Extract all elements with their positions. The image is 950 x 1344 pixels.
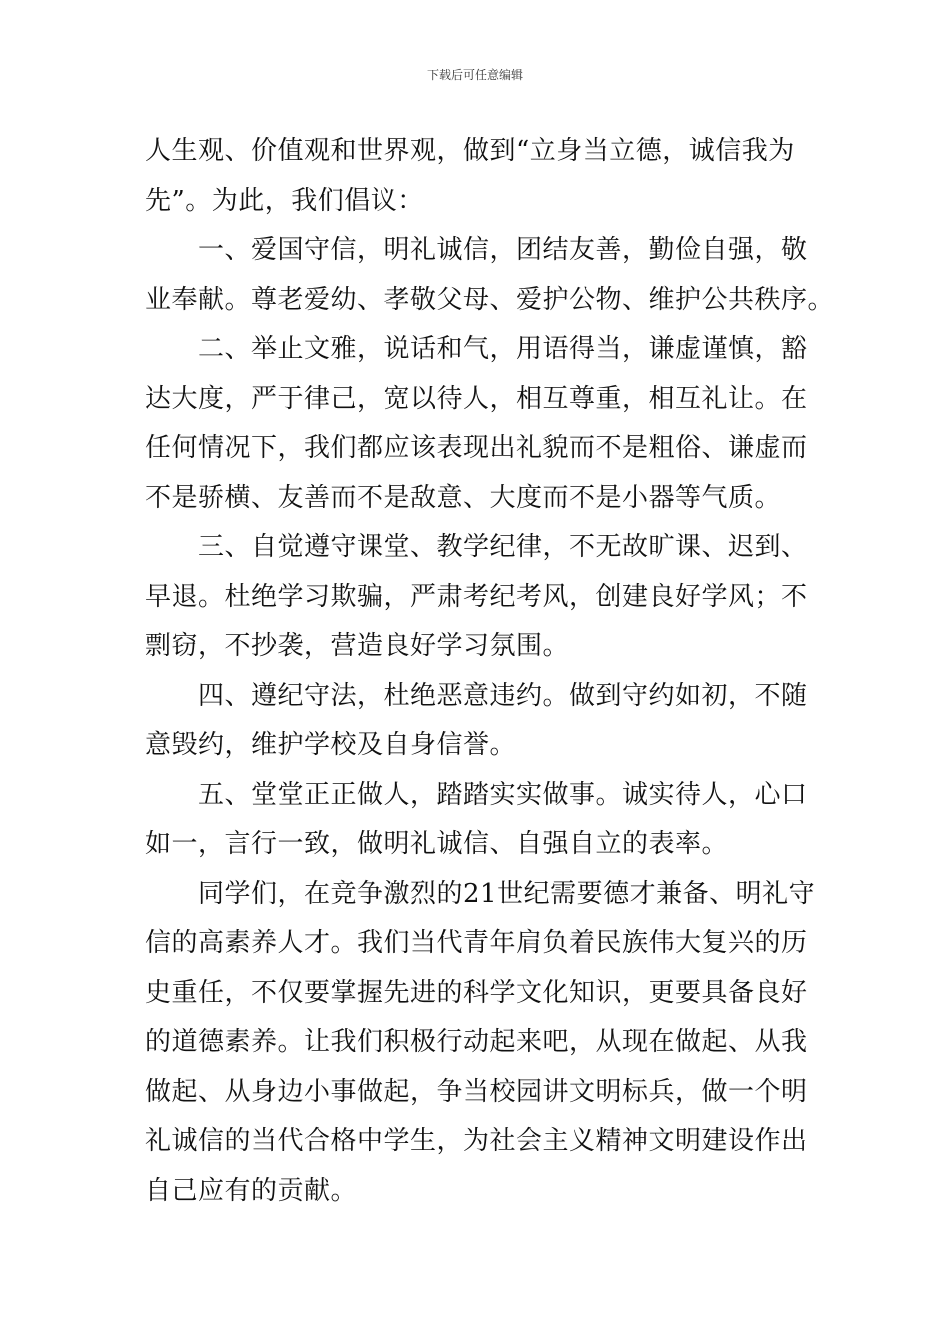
text-line: 先”。为此，我们倡议： [145, 185, 424, 216]
text-line: 人生观、价值观和世界观，做到“立身当立德，诚信我为 [145, 136, 795, 166]
text-line: 任何情况下，我们都应该表现出礼貌而不是粗俗、谦虚而 [145, 433, 808, 463]
document-body [145, 127, 835, 1216]
text-line: 一、爱国守信，明礼诚信，团结友善，勤俭自强，敬 [198, 235, 808, 265]
text-line: 意毁约，维护学校及自身信誉。 [145, 730, 517, 760]
download-note: 下载后可任意编辑 [426, 68, 523, 82]
text-line: 自己应有的贡献。 [145, 1175, 358, 1206]
text-line: 如一，言行一致，做明礼诚信、自强自立的表率。 [145, 829, 729, 859]
text-line: 史重任，不仅要掌握先进的科学文化知识，更要具备良好 [145, 977, 808, 1008]
text-line: 五、堂堂正正做人，踏踏实实做事。诚实待人，心口 [198, 779, 808, 810]
text-line: 早退。杜绝学习欺骗，严肃考纪考风，创建良好学风；不 [145, 581, 808, 612]
text-line: 二、举止文雅，说话和气，用语得当，谦虚谨慎，豁 [198, 334, 808, 364]
text-line: 业奉献。尊老爱幼、孝敬父母、爱护公物、维护公共秩序。 [145, 284, 835, 315]
text-line: 剽窃，不抄袭，营造良好学习氛围。 [145, 631, 570, 661]
text-line: 做起、从身边小事做起，争当校园讲文明标兵，做一个明 [145, 1076, 808, 1107]
text-line: 达大度，严于律己，宽以待人，相互尊重，相互礼让。在 [145, 383, 808, 414]
text-line: 三、自觉遵守课堂、教学纪律，不无故旷课、迟到、 [198, 532, 808, 562]
text-line: 四、遵纪守法，杜绝恶意违约。做到守约如初，不随 [198, 680, 808, 711]
text-line: 不是骄横、友善而不是敌意、大度而不是小器等气质。 [145, 482, 782, 513]
text-line: 信的高素养人才。我们当代青年肩负着民族伟大复兴的历 [145, 928, 808, 958]
text-line: 礼诚信的当代合格中学生，为社会主义精神文明建设作出 [145, 1126, 808, 1156]
text-line: 的道德素养。让我们积极行动起来吧，从现在做起、从我 [145, 1027, 808, 1057]
text-line: 同学们，在竞争激烈的21世纪需要德才兼备、明礼守 [198, 878, 816, 909]
